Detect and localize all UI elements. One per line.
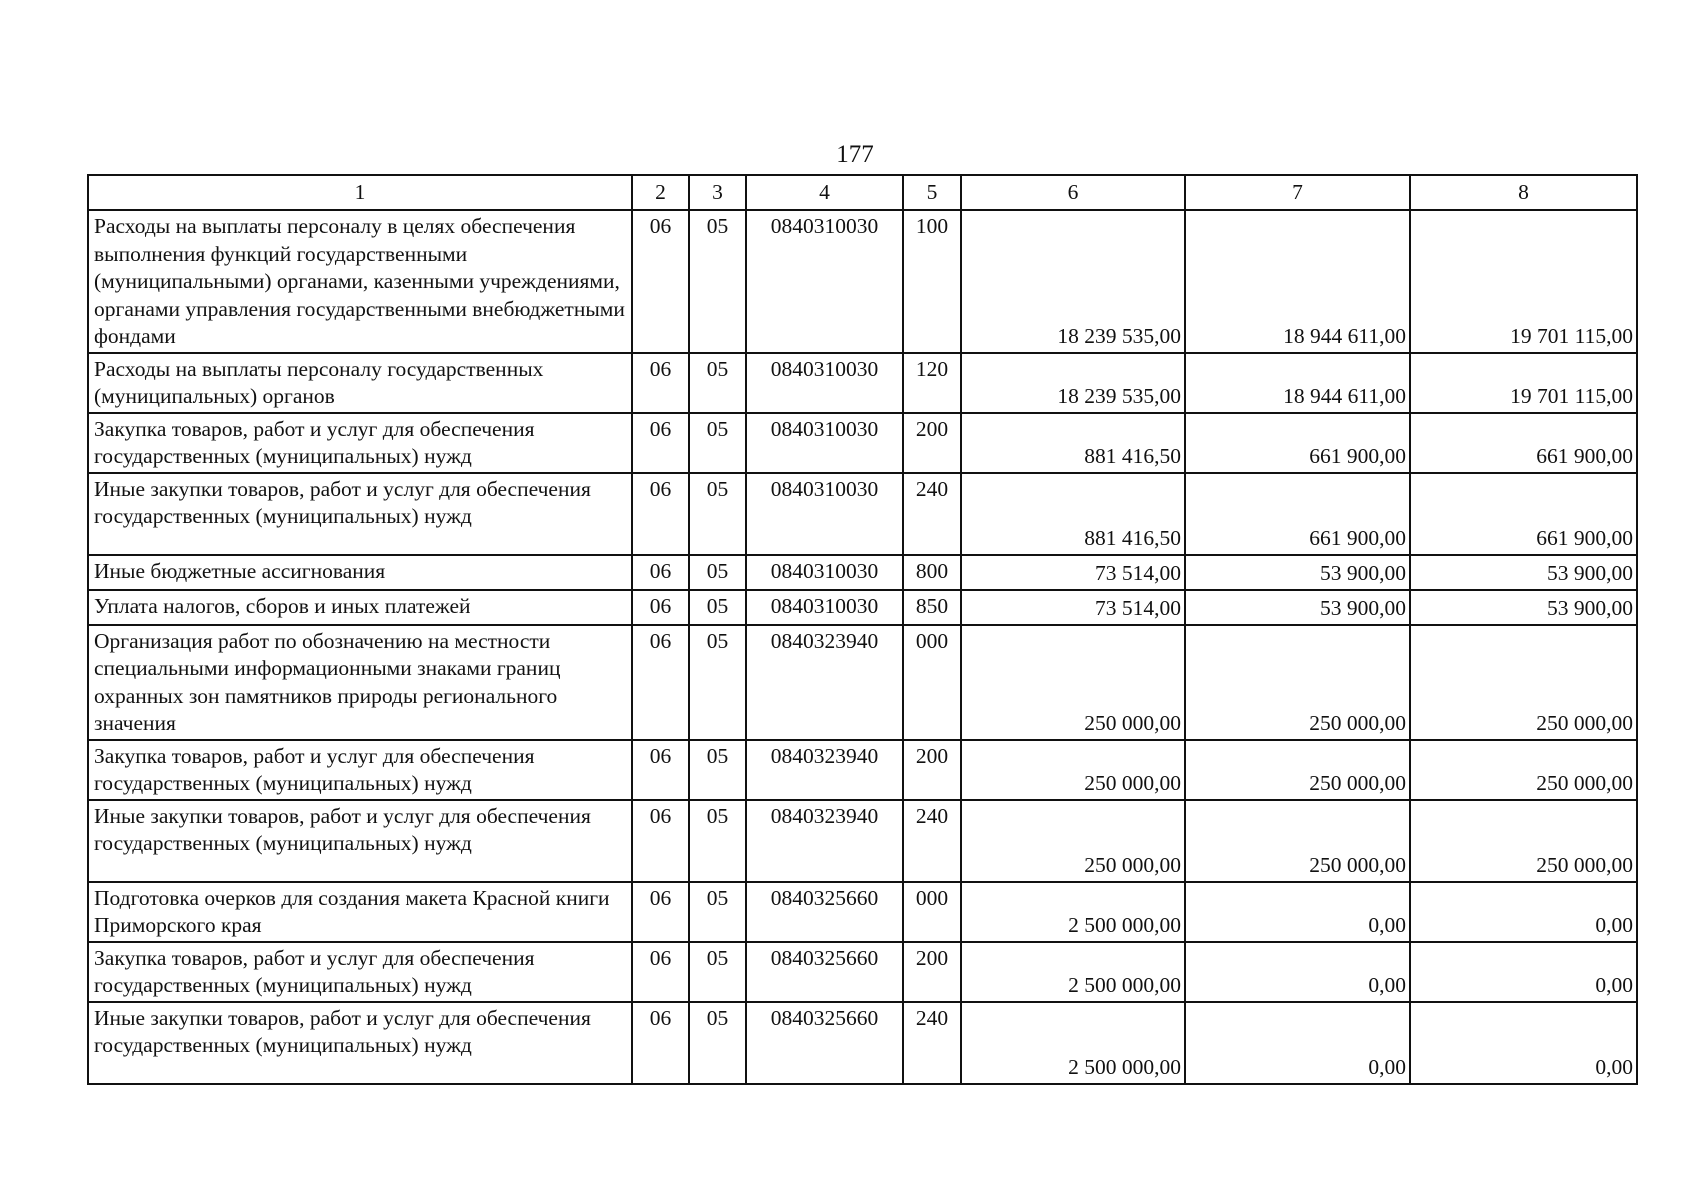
amount-col8-cell: 250 000,00 — [1410, 740, 1637, 800]
budget-table — [87, 174, 1638, 1085]
header-cell: 3 — [689, 175, 746, 210]
amount-col8-cell: 250 000,00 — [1410, 625, 1637, 740]
table-row — [88, 882, 1637, 942]
amount-col7-cell: 0,00 — [1185, 942, 1410, 1002]
target-article-cell: 0840323940 — [746, 800, 903, 882]
amount-col6-cell: 73 514,00 — [961, 555, 1185, 590]
amount-col8-cell: 53 900,00 — [1410, 555, 1637, 590]
expense-type-cell: 000 — [903, 625, 961, 740]
table-row — [88, 740, 1637, 800]
amount-col6-cell: 18 239 535,00 — [961, 210, 1185, 353]
amount-col8-cell: 19 701 115,00 — [1410, 353, 1637, 413]
amount-col7-cell: 18 944 611,00 — [1185, 353, 1410, 413]
amount-col8-cell: 661 900,00 — [1410, 413, 1637, 473]
target-article-cell: 0840325660 — [746, 882, 903, 942]
amount-col7-cell: 0,00 — [1185, 882, 1410, 942]
section-code-cell: 06 — [632, 590, 689, 625]
expense-type-cell: 000 — [903, 882, 961, 942]
section-code-cell: 06 — [632, 353, 689, 413]
section-code-cell: 06 — [632, 800, 689, 882]
table-row — [88, 555, 1637, 590]
expense-type-cell: 800 — [903, 555, 961, 590]
header-cell: 7 — [1185, 175, 1410, 210]
amount-col8-cell: 661 900,00 — [1410, 473, 1637, 555]
section-code-cell: 06 — [632, 555, 689, 590]
subsection-code-cell: 05 — [689, 942, 746, 1002]
expense-name-cell: Закупка товаров, работ и услуг для обеспечения государственных (муниципальных) нужд — [88, 413, 632, 473]
target-article-cell: 0840325660 — [746, 1002, 903, 1084]
expense-type-cell: 850 — [903, 590, 961, 625]
subsection-code-cell: 05 — [689, 353, 746, 413]
amount-col8-cell: 250 000,00 — [1410, 800, 1637, 882]
amount-col7-cell: 0,00 — [1185, 1002, 1410, 1084]
amount-col7-cell: 250 000,00 — [1185, 740, 1410, 800]
page-number: 177 — [836, 141, 874, 168]
amount-col7-cell: 250 000,00 — [1185, 800, 1410, 882]
expense-type-cell: 120 — [903, 353, 961, 413]
target-article-cell: 0840323940 — [746, 740, 903, 800]
amount-col6-cell: 250 000,00 — [961, 740, 1185, 800]
expense-type-cell: 200 — [903, 413, 961, 473]
expense-name-cell: Расходы на выплаты персоналу государственных (муниципальных) органов — [88, 353, 632, 413]
section-code-cell: 06 — [632, 882, 689, 942]
amount-col6-cell: 2 500 000,00 — [961, 942, 1185, 1002]
amount-col6-cell: 2 500 000,00 — [961, 882, 1185, 942]
header-row — [88, 175, 1637, 210]
table-row — [88, 625, 1637, 740]
table-row — [88, 353, 1637, 413]
target-article-cell: 0840310030 — [746, 353, 903, 413]
section-code-cell: 06 — [632, 473, 689, 555]
header-cell: 5 — [903, 175, 961, 210]
header-cell: 6 — [961, 175, 1185, 210]
amount-col8-cell: 0,00 — [1410, 1002, 1637, 1084]
subsection-code-cell: 05 — [689, 413, 746, 473]
target-article-cell: 0840310030 — [746, 413, 903, 473]
header-cell: 2 — [632, 175, 689, 210]
subsection-code-cell: 05 — [689, 800, 746, 882]
subsection-code-cell: 05 — [689, 625, 746, 740]
amount-col6-cell: 18 239 535,00 — [961, 353, 1185, 413]
amount-col7-cell: 250 000,00 — [1185, 625, 1410, 740]
amount-col8-cell: 0,00 — [1410, 882, 1637, 942]
target-article-cell: 0840323940 — [746, 625, 903, 740]
subsection-code-cell: 05 — [689, 210, 746, 353]
header-cell: 1 — [88, 175, 632, 210]
expense-name-cell: Закупка товаров, работ и услуг для обеспечения государственных (муниципальных) нужд — [88, 942, 632, 1002]
amount-col8-cell: 0,00 — [1410, 942, 1637, 1002]
subsection-code-cell: 05 — [689, 882, 746, 942]
amount-col6-cell: 73 514,00 — [961, 590, 1185, 625]
expense-type-cell: 200 — [903, 942, 961, 1002]
subsection-code-cell: 05 — [689, 555, 746, 590]
amount-col6-cell: 881 416,50 — [961, 473, 1185, 555]
subsection-code-cell: 05 — [689, 473, 746, 555]
expense-name-cell: Подготовка очерков для создания макета Красной книги Приморского края — [88, 882, 632, 942]
amount-col8-cell: 53 900,00 — [1410, 590, 1637, 625]
subsection-code-cell: 05 — [689, 740, 746, 800]
table-row — [88, 942, 1637, 1002]
amount-col6-cell: 881 416,50 — [961, 413, 1185, 473]
target-article-cell: 0840310030 — [746, 555, 903, 590]
section-code-cell: 06 — [632, 740, 689, 800]
target-article-cell: 0840310030 — [746, 590, 903, 625]
target-article-cell: 0840310030 — [746, 473, 903, 555]
amount-col8-cell: 19 701 115,00 — [1410, 210, 1637, 353]
expense-name-cell: Иные закупки товаров, работ и услуг для обеспечения государственных (муниципальных) нужд — [88, 473, 632, 555]
amount-col6-cell: 250 000,00 — [961, 800, 1185, 882]
section-code-cell: 06 — [632, 625, 689, 740]
amount-col6-cell: 2 500 000,00 — [961, 1002, 1185, 1084]
section-code-cell: 06 — [632, 210, 689, 353]
section-code-cell: 06 — [632, 942, 689, 1002]
header-cell: 4 — [746, 175, 903, 210]
table-row — [88, 590, 1637, 625]
expense-name-cell: Иные бюджетные ассигнования — [88, 555, 632, 590]
subsection-code-cell: 05 — [689, 590, 746, 625]
amount-col7-cell: 661 900,00 — [1185, 473, 1410, 555]
expense-type-cell: 240 — [903, 1002, 961, 1084]
table-row — [88, 800, 1637, 882]
expense-type-cell: 200 — [903, 740, 961, 800]
table-row — [88, 210, 1637, 353]
expense-name-cell: Иные закупки товаров, работ и услуг для обеспечения государственных (муниципальных) нужд — [88, 1002, 632, 1084]
section-code-cell: 06 — [632, 413, 689, 473]
expense-name-cell: Иные закупки товаров, работ и услуг для обеспечения государственных (муниципальных) нужд — [88, 800, 632, 882]
table-row — [88, 473, 1637, 555]
section-code-cell: 06 — [632, 1002, 689, 1084]
expense-type-cell: 240 — [903, 800, 961, 882]
table-row — [88, 413, 1637, 473]
subsection-code-cell: 05 — [689, 1002, 746, 1084]
amount-col7-cell: 53 900,00 — [1185, 555, 1410, 590]
amount-col7-cell: 661 900,00 — [1185, 413, 1410, 473]
amount-col7-cell: 53 900,00 — [1185, 590, 1410, 625]
expense-name-cell: Расходы на выплаты персоналу в целях обеспечения выполнения функций государственными (муниципальными) органами, казенными учреждениями, органами управления государственными внебюджетными фондами — [88, 210, 632, 353]
amount-col6-cell: 250 000,00 — [961, 625, 1185, 740]
target-article-cell: 0840310030 — [746, 210, 903, 353]
expense-name-cell: Закупка товаров, работ и услуг для обеспечения государственных (муниципальных) нужд — [88, 740, 632, 800]
expense-type-cell: 240 — [903, 473, 961, 555]
header-cell: 8 — [1410, 175, 1637, 210]
table-row — [88, 1002, 1637, 1084]
expense-name-cell: Уплата налогов, сборов и иных платежей — [88, 590, 632, 625]
amount-col7-cell: 18 944 611,00 — [1185, 210, 1410, 353]
expense-name-cell: Организация работ по обозначению на местности специальными информационными знаками границ охранных зон памятников природы регионального значения — [88, 625, 632, 740]
expense-type-cell: 100 — [903, 210, 961, 353]
target-article-cell: 0840325660 — [746, 942, 903, 1002]
